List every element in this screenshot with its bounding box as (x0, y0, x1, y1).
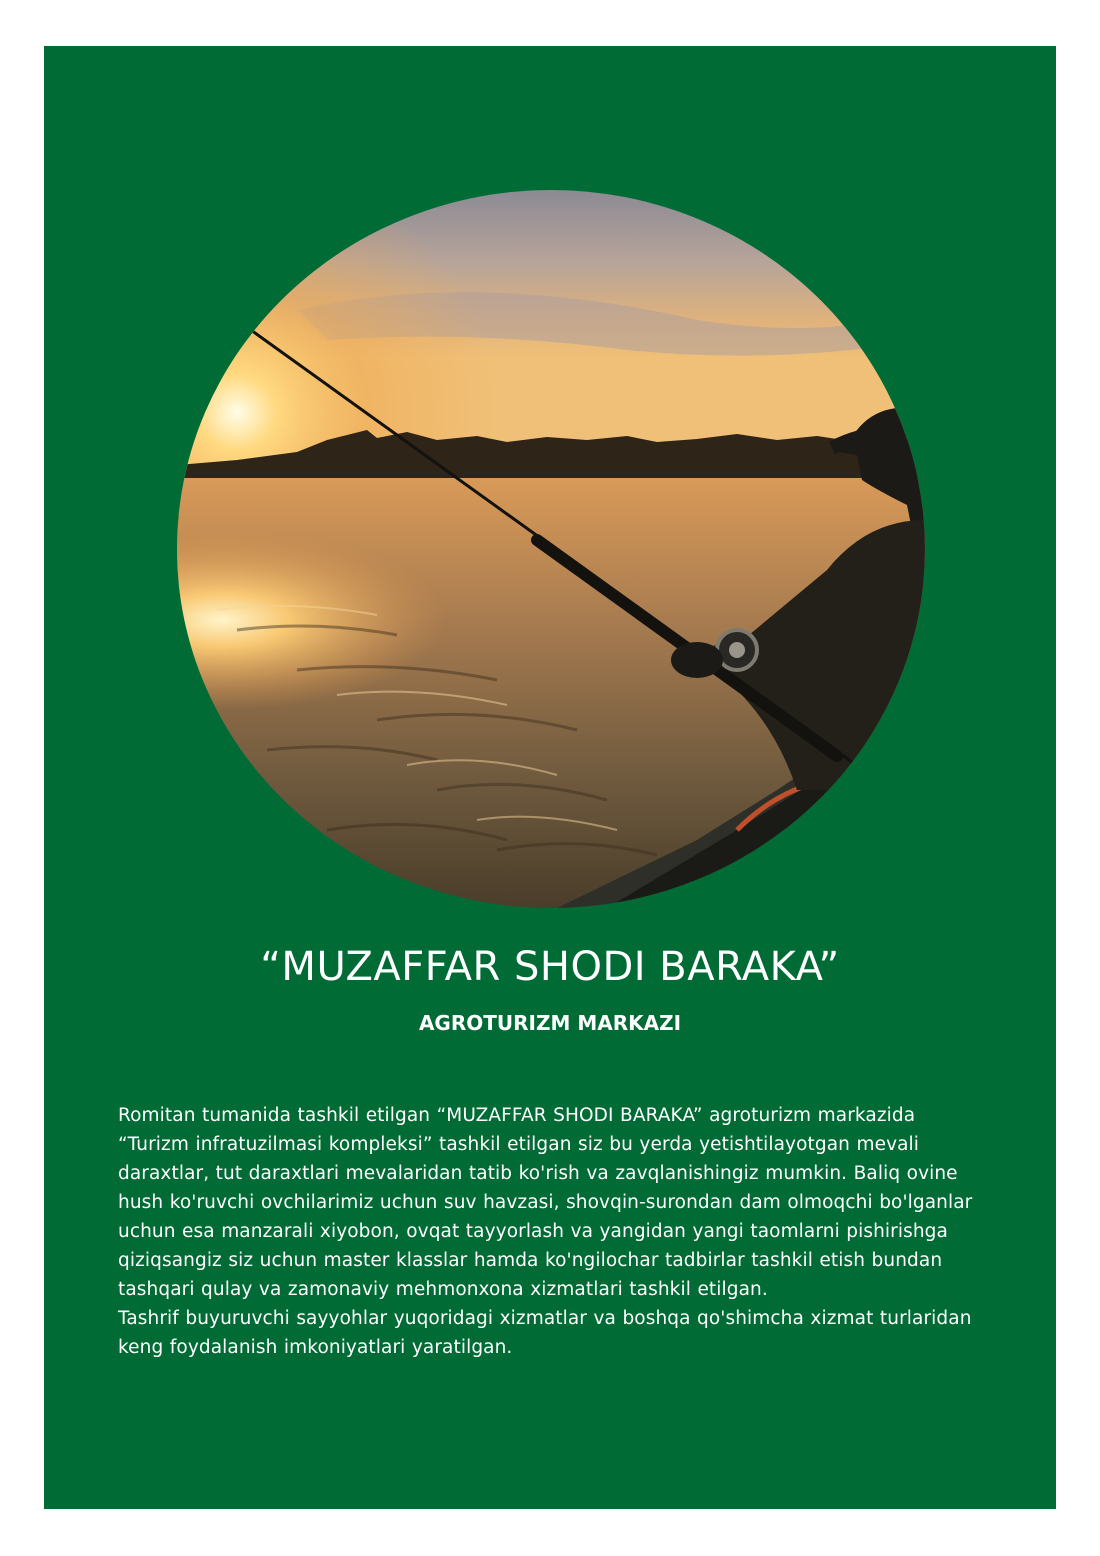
description-paragraph: Romitan tumanida tashkil etilgan “MUZAFFAR SHODI BARAKA” agroturizm markazida “Turizm infratuzilmasi kompleksi” tashkil etilgan siz bu yerda yetishtilayotgan mevali daraxtlar, tut daraxtlari mevalaridan tatib ko'rish va zavqlanishingiz mumkin. Baliq ovine hush ko'ruvchi ovchilarimiz uchun suv havzasi, shovqin-surondan dam olmoqchi bo'lganlar uchun esa manzarali xiyobon, ovqat tayyorlash va yangidan yangi taomlarni pishirishga qiziqsangiz siz uchun master klasslar hamda ko'ngilochar tadbirlar tashkil etish bundan tashqari qulay va zamonaviy mehmonxona xizmatlari tashkil etilgan. (118, 1105, 973, 1300)
photo-illustration (177, 190, 925, 908)
fisherman-at-sunset-photo (177, 190, 925, 908)
description-text (118, 1101, 984, 1362)
center-subtitle: AGROTURIZM MARKAZI (418, 1011, 682, 1035)
center-title: “MUZAFFAR SHODI BARAKA” (260, 944, 840, 990)
description-paragraph: Tashrif buyuruvchi sayyohlar yuqoridagi xizmatlar va boshqa qo'shimcha xizmat turlaridan keng foydalanish imkoniyatlari yaratilgan. (118, 1308, 972, 1358)
